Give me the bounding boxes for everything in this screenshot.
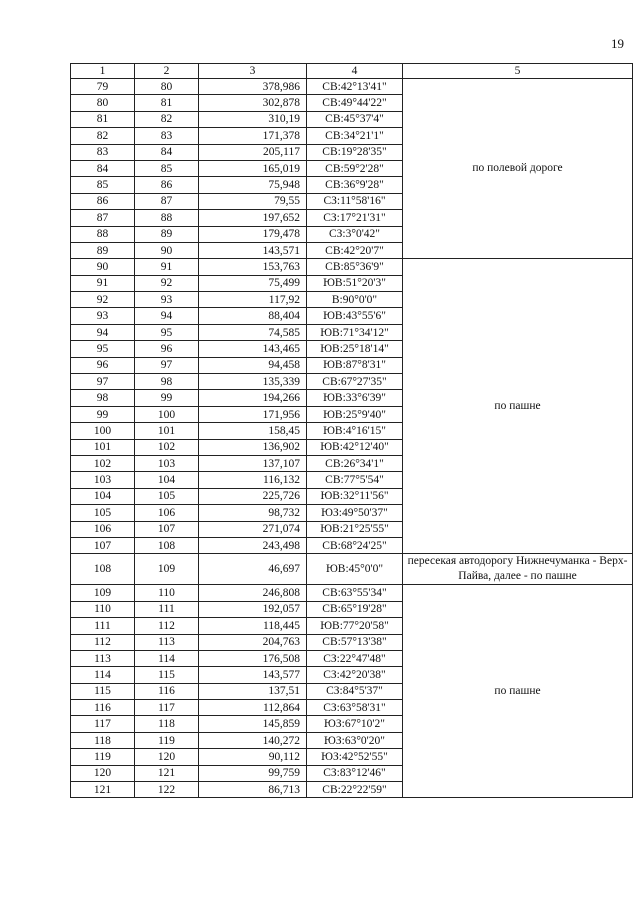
from-point-cell: 95 (71, 341, 135, 357)
to-point-cell: 121 (135, 765, 199, 781)
distance-cell: 192,057 (199, 601, 307, 617)
distance-cell: 79,55 (199, 193, 307, 209)
distance-cell: 99,759 (199, 765, 307, 781)
bearing-cell: ЮЗ:63°0'20" (307, 732, 403, 748)
bearing-cell: ЮВ:33°6'39" (307, 390, 403, 406)
bearing-cell: ЮВ:71°34'12" (307, 324, 403, 340)
to-point-cell: 120 (135, 749, 199, 765)
distance-cell: 140,272 (199, 732, 307, 748)
distance-cell: 165,019 (199, 160, 307, 176)
bearing-cell: СЗ:84°5'37" (307, 683, 403, 699)
to-point-cell: 108 (135, 537, 199, 553)
from-point-cell: 93 (71, 308, 135, 324)
bearing-cell: ЮВ:51°20'3" (307, 275, 403, 291)
to-point-cell: 122 (135, 782, 199, 798)
from-point-cell: 106 (71, 521, 135, 537)
boundary-table (70, 63, 633, 798)
table-row (71, 79, 633, 95)
from-point-cell: 81 (71, 111, 135, 127)
from-point-cell: 119 (71, 749, 135, 765)
from-point-cell: 108 (71, 554, 135, 585)
bearing-cell: ЮВ:45°0'0" (307, 554, 403, 585)
distance-cell: 136,902 (199, 439, 307, 455)
bearing-cell: ЮВ:43°55'6" (307, 308, 403, 324)
to-point-cell: 97 (135, 357, 199, 373)
distance-cell: 302,878 (199, 95, 307, 111)
from-point-cell: 115 (71, 683, 135, 699)
from-point-cell: 105 (71, 505, 135, 521)
to-point-cell: 85 (135, 160, 199, 176)
to-point-cell: 104 (135, 472, 199, 488)
distance-cell: 88,404 (199, 308, 307, 324)
column-header: 4 (307, 64, 403, 79)
to-point-cell: 80 (135, 79, 199, 95)
bearing-cell: СЗ:42°20'38" (307, 667, 403, 683)
to-point-cell: 87 (135, 193, 199, 209)
from-point-cell: 82 (71, 128, 135, 144)
bearing-cell: ЮВ:25°9'40" (307, 406, 403, 422)
to-point-cell: 103 (135, 455, 199, 471)
bearing-cell: СВ:85°36'9" (307, 259, 403, 275)
distance-cell: 94,458 (199, 357, 307, 373)
distance-cell: 137,51 (199, 683, 307, 699)
bearing-cell: СВ:65°19'28" (307, 601, 403, 617)
to-point-cell: 88 (135, 210, 199, 226)
to-point-cell: 82 (135, 111, 199, 127)
route-description-cell: по полевой дороге (403, 79, 633, 259)
to-point-cell: 113 (135, 634, 199, 650)
to-point-cell: 98 (135, 374, 199, 390)
bearing-cell: СВ:42°20'7" (307, 242, 403, 258)
bearing-cell: В:90°0'0" (307, 292, 403, 308)
bearing-cell: СВ:77°5'54" (307, 472, 403, 488)
from-point-cell: 98 (71, 390, 135, 406)
to-point-cell: 109 (135, 554, 199, 585)
distance-cell: 46,697 (199, 554, 307, 585)
bearing-cell: ЮВ:42°12'40" (307, 439, 403, 455)
distance-cell: 194,266 (199, 390, 307, 406)
from-point-cell: 100 (71, 423, 135, 439)
distance-cell: 116,132 (199, 472, 307, 488)
distance-cell: 176,508 (199, 650, 307, 666)
to-point-cell: 118 (135, 716, 199, 732)
from-point-cell: 116 (71, 700, 135, 716)
from-point-cell: 83 (71, 144, 135, 160)
from-point-cell: 86 (71, 193, 135, 209)
bearing-cell: ЮВ:87°8'31" (307, 357, 403, 373)
from-point-cell: 79 (71, 79, 135, 95)
to-point-cell: 102 (135, 439, 199, 455)
bearing-cell: СЗ:11°58'16" (307, 193, 403, 209)
from-point-cell: 110 (71, 601, 135, 617)
from-point-cell: 92 (71, 292, 135, 308)
route-description-cell: пересекая автодорогу Нижнечуманка - Верх-Пайва, далее - по пашне (403, 554, 633, 585)
bearing-cell: СВ:59°2'28" (307, 160, 403, 176)
table-row (71, 585, 633, 601)
to-point-cell: 83 (135, 128, 199, 144)
distance-cell: 118,445 (199, 618, 307, 634)
bearing-cell: СВ:19°28'35" (307, 144, 403, 160)
bearing-cell: СВ:34°21'1" (307, 128, 403, 144)
distance-cell: 143,577 (199, 667, 307, 683)
table-body (71, 79, 633, 798)
distance-cell: 243,498 (199, 537, 307, 553)
to-point-cell: 89 (135, 226, 199, 242)
bearing-cell: СВ:67°27'35" (307, 374, 403, 390)
distance-cell: 117,92 (199, 292, 307, 308)
from-point-cell: 103 (71, 472, 135, 488)
bearing-cell: СВ:42°13'41" (307, 79, 403, 95)
from-point-cell: 113 (71, 650, 135, 666)
from-point-cell: 109 (71, 585, 135, 601)
distance-cell: 86,713 (199, 782, 307, 798)
to-point-cell: 106 (135, 505, 199, 521)
from-point-cell: 96 (71, 357, 135, 373)
to-point-cell: 94 (135, 308, 199, 324)
distance-cell: 74,585 (199, 324, 307, 340)
distance-cell: 153,763 (199, 259, 307, 275)
from-point-cell: 107 (71, 537, 135, 553)
bearing-cell: ЮЗ:67°10'2" (307, 716, 403, 732)
to-point-cell: 107 (135, 521, 199, 537)
bearing-cell: СЗ:83°12'46" (307, 765, 403, 781)
distance-cell: 137,107 (199, 455, 307, 471)
from-point-cell: 117 (71, 716, 135, 732)
to-point-cell: 96 (135, 341, 199, 357)
from-point-cell: 80 (71, 95, 135, 111)
distance-cell: 246,808 (199, 585, 307, 601)
distance-cell: 171,378 (199, 128, 307, 144)
distance-cell: 271,074 (199, 521, 307, 537)
bearing-cell: СВ:22°22'59" (307, 782, 403, 798)
distance-cell: 378,986 (199, 79, 307, 95)
distance-cell: 135,339 (199, 374, 307, 390)
bearing-cell: СВ:57°13'38" (307, 634, 403, 650)
bearing-cell: СЗ:63°58'31" (307, 700, 403, 716)
bearing-cell: СЗ:3°0'42" (307, 226, 403, 242)
from-point-cell: 97 (71, 374, 135, 390)
to-point-cell: 100 (135, 406, 199, 422)
from-point-cell: 101 (71, 439, 135, 455)
route-description-cell: по пашне (403, 585, 633, 798)
distance-cell: 197,652 (199, 210, 307, 226)
bearing-cell: СЗ:22°47'48" (307, 650, 403, 666)
from-point-cell: 89 (71, 242, 135, 258)
to-point-cell: 110 (135, 585, 199, 601)
bearing-cell: СВ:26°34'1" (307, 455, 403, 471)
to-point-cell: 117 (135, 700, 199, 716)
column-header: 2 (135, 64, 199, 79)
from-point-cell: 118 (71, 732, 135, 748)
route-description-cell: по пашне (403, 259, 633, 554)
distance-cell: 143,571 (199, 242, 307, 258)
from-point-cell: 87 (71, 210, 135, 226)
distance-cell: 225,726 (199, 488, 307, 504)
distance-cell: 171,956 (199, 406, 307, 422)
table-row (71, 259, 633, 275)
distance-cell: 205,117 (199, 144, 307, 160)
from-point-cell: 114 (71, 667, 135, 683)
to-point-cell: 91 (135, 259, 199, 275)
distance-cell: 90,112 (199, 749, 307, 765)
from-point-cell: 90 (71, 259, 135, 275)
distance-cell: 98,732 (199, 505, 307, 521)
to-point-cell: 84 (135, 144, 199, 160)
bearing-cell: ЮВ:77°20'58" (307, 618, 403, 634)
bearing-cell: СВ:45°37'4" (307, 111, 403, 127)
to-point-cell: 81 (135, 95, 199, 111)
from-point-cell: 120 (71, 765, 135, 781)
distance-cell: 145,859 (199, 716, 307, 732)
to-point-cell: 114 (135, 650, 199, 666)
bearing-cell: ЮВ:32°11'56" (307, 488, 403, 504)
to-point-cell: 90 (135, 242, 199, 258)
distance-cell: 179,478 (199, 226, 307, 242)
bearing-cell: ЮВ:25°18'14" (307, 341, 403, 357)
bearing-cell: ЮВ:4°16'15" (307, 423, 403, 439)
from-point-cell: 84 (71, 160, 135, 176)
to-point-cell: 119 (135, 732, 199, 748)
from-point-cell: 104 (71, 488, 135, 504)
column-header: 3 (199, 64, 307, 79)
to-point-cell: 86 (135, 177, 199, 193)
bearing-cell: СВ:49°44'22" (307, 95, 403, 111)
distance-cell: 75,499 (199, 275, 307, 291)
bearing-cell: ЮЗ:42°52'55" (307, 749, 403, 765)
to-point-cell: 93 (135, 292, 199, 308)
to-point-cell: 99 (135, 390, 199, 406)
to-point-cell: 105 (135, 488, 199, 504)
bearing-cell: СЗ:17°21'31" (307, 210, 403, 226)
from-point-cell: 94 (71, 324, 135, 340)
to-point-cell: 111 (135, 601, 199, 617)
column-header: 1 (71, 64, 135, 79)
distance-cell: 143,465 (199, 341, 307, 357)
column-header: 5 (403, 64, 633, 79)
bearing-cell: СВ:36°9'28" (307, 177, 403, 193)
to-point-cell: 92 (135, 275, 199, 291)
to-point-cell: 101 (135, 423, 199, 439)
from-point-cell: 91 (71, 275, 135, 291)
table-row (71, 554, 633, 585)
page-number: 19 (611, 36, 624, 51)
bearing-cell: СВ:63°55'34" (307, 585, 403, 601)
to-point-cell: 115 (135, 667, 199, 683)
bearing-cell: ЮВ:21°25'55" (307, 521, 403, 537)
distance-cell: 204,763 (199, 634, 307, 650)
bearing-cell: СВ:68°24'25" (307, 537, 403, 553)
distance-cell: 112,864 (199, 700, 307, 716)
distance-cell: 310,19 (199, 111, 307, 127)
distance-cell: 158,45 (199, 423, 307, 439)
to-point-cell: 112 (135, 618, 199, 634)
from-point-cell: 112 (71, 634, 135, 650)
from-point-cell: 99 (71, 406, 135, 422)
from-point-cell: 88 (71, 226, 135, 242)
from-point-cell: 85 (71, 177, 135, 193)
distance-cell: 75,948 (199, 177, 307, 193)
to-point-cell: 95 (135, 324, 199, 340)
from-point-cell: 111 (71, 618, 135, 634)
table-header-row (71, 64, 633, 79)
from-point-cell: 102 (71, 455, 135, 471)
from-point-cell: 121 (71, 782, 135, 798)
bearing-cell: ЮЗ:49°50'37" (307, 505, 403, 521)
to-point-cell: 116 (135, 683, 199, 699)
